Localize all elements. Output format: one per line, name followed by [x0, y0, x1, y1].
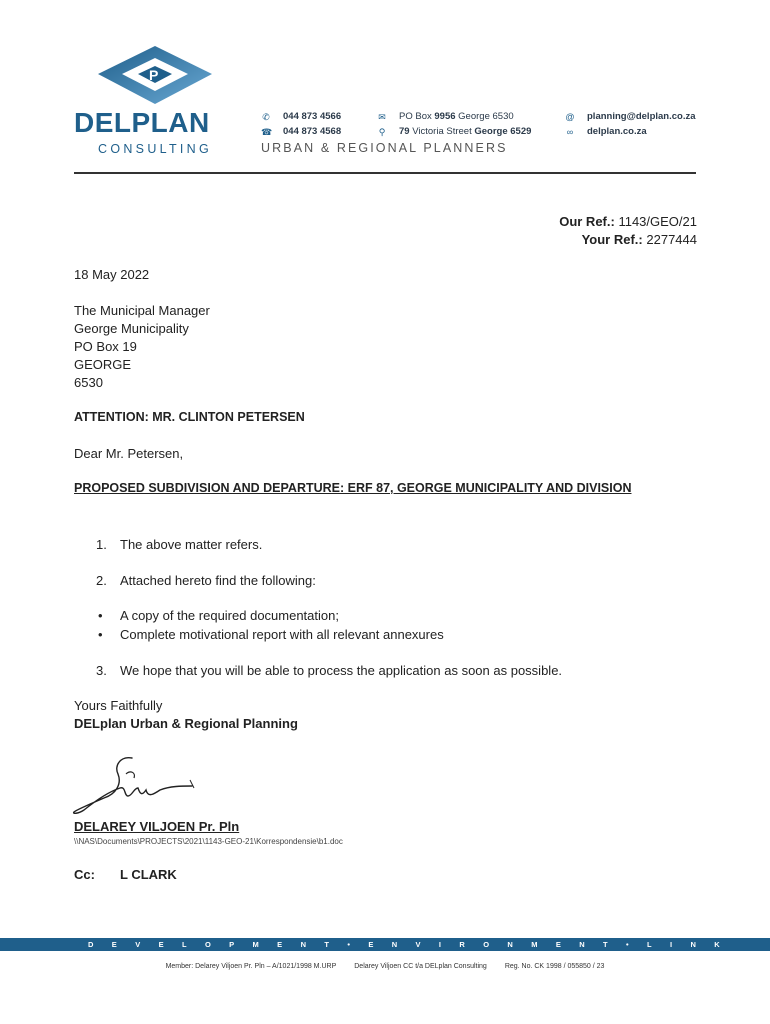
closing: Yours Faithfully: [74, 698, 163, 713]
banner-letter: E: [111, 940, 117, 949]
email[interactable]: @ planning@delplan.co.za: [565, 111, 696, 122]
cc-value: L CLARK: [120, 867, 177, 882]
po-box: ✉ PO Box 9956 George 6530: [378, 111, 514, 122]
banner-letter: D: [88, 940, 94, 949]
banner-letter: O: [483, 940, 490, 949]
banner-letter: L: [647, 940, 652, 949]
header-divider: [74, 172, 696, 174]
company-name: DELplan Urban & Regional Planning: [74, 716, 298, 731]
at-icon: @: [565, 111, 575, 122]
website[interactable]: ∞ delplan.co.za: [566, 126, 647, 137]
bullet-text: Complete motivational report with all relevant annexures: [120, 627, 444, 642]
signatory-name: DELAREY VILJOEN Pr. Pln: [74, 819, 240, 834]
recipient-line: PO Box 19: [74, 339, 137, 354]
banner-letter: R: [459, 940, 465, 949]
banner-letter: T: [603, 940, 608, 949]
letter-date: 18 May 2022: [74, 267, 150, 282]
fax-icon: ☎: [261, 126, 273, 137]
footer-member: Member: Delarey Viljoen Pr. Pln – A/1021/1998 M.URP: [165, 963, 337, 970]
banner-letter: P: [229, 940, 235, 949]
banner-letter: E: [158, 940, 164, 949]
banner-letter: N: [391, 940, 398, 949]
banner-letter: N: [579, 940, 585, 949]
brand-subtitle: CONSULTING: [98, 142, 213, 156]
banner-letter: K: [714, 940, 720, 949]
brand-name: DELPLAN: [74, 107, 210, 138]
file-path: \\NAS\Documents\PROJECTS\2021\1143-GEO-21\Korrespondensie\b1.doc: [74, 837, 343, 846]
banner-letter: N: [507, 940, 513, 949]
banner-letter: T: [324, 940, 329, 949]
salutation: Dear Mr. Petersen,: [74, 446, 184, 461]
location-icon: ⚲: [378, 126, 386, 137]
item-number: 1.: [96, 537, 107, 552]
banner-letter: I: [669, 940, 673, 949]
your-ref: Your Ref.: 2277444: [581, 232, 697, 247]
recipient-line: George Municipality: [74, 321, 189, 336]
banner-letter: E: [555, 940, 561, 949]
banner-letter: •: [347, 940, 350, 949]
bullet-icon: •: [98, 608, 103, 623]
tagline: URBAN & REGIONAL PLANNERS: [261, 141, 508, 155]
bullet-text: A copy of the required documentation;: [120, 608, 339, 623]
footer-info: [0, 963, 770, 970]
recipient-line: 6530: [74, 375, 103, 390]
banner-letter: N: [690, 940, 696, 949]
logo-letter: P: [149, 67, 159, 83]
phone-icon: ✆: [262, 111, 270, 122]
bullet-icon: •: [98, 627, 103, 642]
item-number: 2.: [96, 573, 107, 588]
banner-letter: I: [438, 940, 442, 949]
link-icon: ∞: [566, 126, 574, 137]
recipient-line: The Municipal Manager: [74, 303, 210, 318]
item-number: 3.: [96, 663, 107, 678]
banner-letter: E: [277, 940, 283, 949]
banner-letter: V: [415, 940, 421, 949]
mail-icon: ✉: [378, 111, 386, 122]
delplan-logo: [96, 44, 214, 106]
footer-banner: [0, 938, 770, 951]
banner-letter: L: [181, 940, 187, 949]
banner-letter: •: [625, 940, 629, 949]
banner-letter: M: [252, 940, 259, 949]
recipient-line: GEORGE: [74, 357, 132, 372]
subject-line: PROPOSED SUBDIVISION AND DEPARTURE: ERF 87, GEORGE MUNICIPALITY AND DIVISION: [74, 481, 632, 495]
banner-letter: V: [135, 940, 141, 949]
cc-label: Cc:: [74, 867, 95, 882]
item-text: Attached hereto find the following:: [120, 573, 316, 588]
phone-2: ☎ 044 873 4568: [261, 126, 342, 137]
our-ref: Our Ref.: 1143/GEO/21: [559, 214, 697, 229]
banner-letter: O: [204, 940, 211, 949]
footer-trading: Delarey Viljoen CC t/a DELplan Consulting: [354, 963, 487, 970]
item-text: The above matter refers.: [120, 537, 263, 552]
footer-reg: Reg. No. CK 1998 / 055850 / 23: [504, 963, 605, 970]
item-text: We hope that you will be able to process the application as soon as possible.: [120, 663, 563, 678]
handwritten-signature: [70, 752, 200, 820]
phone-1: ✆ 044 873 4566: [262, 111, 342, 122]
banner-letter: E: [368, 940, 374, 949]
attention-line: ATTENTION: MR. CLINTON PETERSEN: [74, 410, 305, 424]
banner-letter: N: [300, 940, 306, 949]
street-address: ⚲ 79 Victoria Street George 6529: [378, 126, 532, 137]
banner-letter: M: [531, 940, 538, 949]
